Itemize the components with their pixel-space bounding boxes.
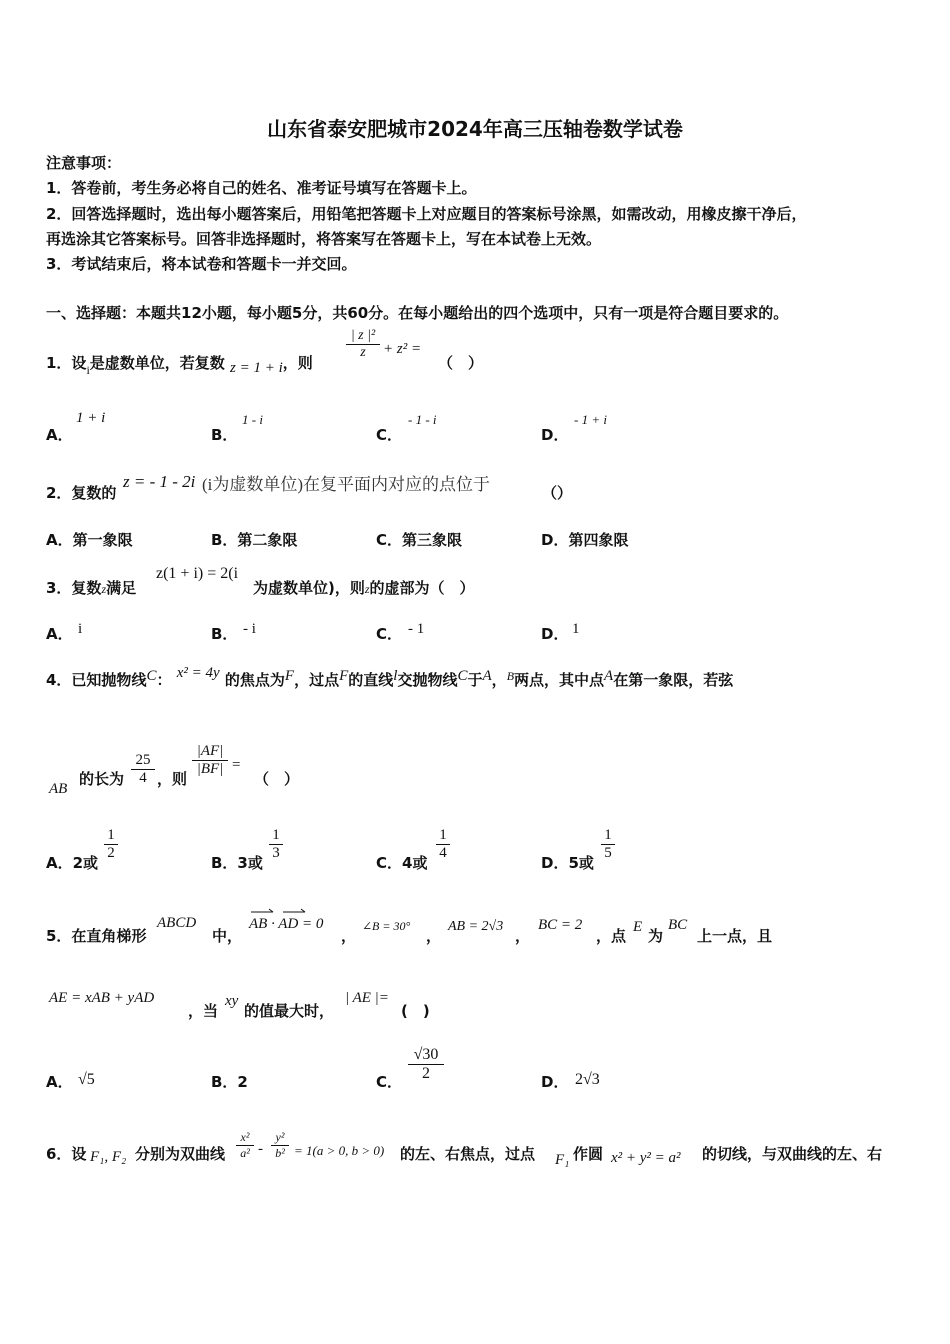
q5-text-3: ，点 [596, 927, 627, 945]
q4-option-b-den: 3 [272, 845, 280, 861]
q3-option-c-label: C． [376, 625, 403, 643]
q4-focus-f-2: F [339, 668, 349, 684]
q4-option-d-fraction [601, 827, 615, 862]
q5-comma-2: ， [426, 927, 442, 945]
q5-text-1: 5．在直角梯形 [46, 927, 147, 945]
q3-option-b-label: B． [211, 625, 238, 643]
q4-text-1: 4．已知抛物线 [46, 671, 147, 689]
q4-option-d-num: 1 [604, 827, 612, 843]
q5-bc-length: BC = 2 [538, 917, 583, 933]
q1-imag-unit: i [86, 363, 90, 377]
q4-option-b-num: 1 [272, 827, 280, 843]
q6-circle-eq: x² + y² = a² [611, 1150, 681, 1166]
q4-ratio-fraction [192, 743, 228, 778]
q6-text-5: 的切线，与双曲线的左、右 [702, 1145, 883, 1163]
q1-frac-num: | z |² [350, 328, 376, 343]
q3-text-2: 满足 [106, 579, 137, 597]
q5-text-5: 上一点，且 [697, 927, 773, 945]
q5-comma-3: ， [515, 927, 531, 945]
q4-option-c-fraction [436, 827, 450, 862]
q1-text-2: 是虚数单位，若复数 [89, 354, 225, 372]
q6-frac-x-num: x² [240, 1130, 250, 1144]
q4-length-num: 25 [135, 752, 151, 768]
q4-option-b: B．3或 [211, 854, 263, 872]
q6-frac-x [236, 1130, 254, 1161]
q4-text-4: 的直线 [348, 671, 394, 689]
q4-stem-line-1 [46, 665, 734, 690]
q5-segment-bc: BC [668, 917, 688, 933]
q1-text-3: ，则 [282, 354, 313, 372]
q5-option-c-label: C． [376, 1073, 403, 1091]
q6-text-1: 6．设 [46, 1145, 87, 1163]
q2-expr: z = - 1 - 2i [123, 472, 196, 491]
q4-text-8: 在第一象限，若弦 [613, 671, 734, 689]
q5-angle: ∠B = 30° [362, 919, 411, 933]
q4-text-3: ，过点 [294, 671, 340, 689]
q1-option-b-label: B． [211, 426, 238, 444]
q3-stem [46, 577, 136, 598]
q6-condition: = 1(a > 0, b > 0) [294, 1143, 385, 1158]
q6-frac-y [271, 1130, 289, 1161]
q4-ratio-num: |AF| [196, 743, 224, 759]
q5-option-d-value: 2√3 [575, 1071, 600, 1088]
q4-parabola-eq: x² = 4y [176, 665, 220, 681]
q3-option-b-value: - i [243, 621, 256, 637]
page-title: 山东省泰安肥城市2024年高三压轴卷数学试卷 [267, 117, 683, 141]
q1-frac-den: z [360, 345, 366, 360]
q5-option-c-num: √30 [413, 1046, 439, 1063]
q6-frac-y-den: b² [275, 1146, 285, 1160]
q4-option-c: C．4或 [376, 854, 428, 872]
q6-focus-f1: F₁ [555, 1152, 570, 1168]
q2-text-2: (i为虚数单位)在复平面内对应的点位于 [202, 475, 491, 494]
q2-option-d: D．第四象限 [541, 531, 629, 549]
q5-option-c-fraction [408, 1046, 444, 1083]
q5-option-c-den: 2 [422, 1065, 430, 1082]
q3-text-1: 3．复数 [46, 579, 102, 597]
q4-comma: ， [491, 671, 507, 689]
q3-text-4: 的虚部为（ ） [369, 579, 475, 597]
q5-ae-expr: AE = xAB + yAD [49, 990, 155, 1006]
q1-option-d-value: - 1 + i [574, 412, 607, 427]
notes-heading: 注意事项： [46, 154, 122, 172]
q5-trapezoid: ABCD [157, 915, 197, 931]
q1-expr-rest: + z² = [383, 341, 422, 357]
q4-line-l: l [393, 668, 398, 684]
q5-text-6: ，当 [188, 1002, 219, 1020]
q1-option-c-value: - 1 - i [408, 412, 437, 427]
q4-length-fraction [131, 752, 155, 787]
note-2-line-2: 再选涂其它答案标号。回答非选择题时，将答案写在答题卡上，写在本试卷上无效。 [46, 230, 602, 248]
q4-blank: （ ） [254, 770, 300, 788]
q5-ab-length: AB = 2√3 [448, 919, 504, 934]
q2-option-c: C．第三象限 [376, 531, 463, 549]
section-heading: 一、选择题：本题共12小题，每小题5分，共60分。在每小题给出的四个选项中，只有一项是符合题目要求的。 [46, 304, 789, 322]
q3-option-a-label: A． [46, 625, 73, 643]
q1-option-a-label: A． [46, 426, 73, 444]
q6-text-4: 作圆 [573, 1145, 604, 1163]
q1-option-d-label: D． [541, 426, 569, 444]
q5-option-a-value: √5 [78, 1071, 95, 1088]
note-2-line-1: 2．回答选择题时，选出每小题答案后，用铅笔把答题卡上对应题目的答案标号涂黑，如需改动，用橡皮擦干净后， [46, 205, 807, 223]
q4-option-b-fraction [269, 827, 283, 862]
q2-blank: （） [542, 484, 573, 502]
q6-frac-y-num: y² [275, 1130, 285, 1144]
q6-minus: - [258, 1141, 263, 1157]
q4-option-c-den: 4 [439, 845, 447, 861]
q4-text-6: 于 [467, 671, 483, 689]
q3-option-d-label: D． [541, 625, 569, 643]
q4-option-d: D．5或 [541, 854, 594, 872]
q3-option-c-value: - 1 [408, 621, 425, 637]
q4-point-a: A [482, 668, 492, 684]
q5-option-d-label: D． [541, 1073, 569, 1091]
q6-foci: F₁, F₂ [90, 1149, 127, 1165]
q5-text-4: 为 [648, 927, 664, 945]
q2-option-a: A．第一象限 [46, 531, 133, 549]
q3-text-3: 为虚数单位)，则 [253, 579, 365, 597]
q4-ratio-den: |BF| [196, 761, 224, 777]
q4-text-9: 的长为 [79, 770, 125, 788]
q4-point-a-2: A [604, 668, 614, 684]
q4-point-b: B [506, 669, 515, 683]
q6-text-2: 分别为双曲线 [135, 1145, 226, 1163]
q5-xy: xy [225, 993, 239, 1009]
q4-option-a: A．2或 [46, 854, 99, 872]
q4-option-a-den: 2 [107, 845, 115, 861]
q4-option-a-num: 1 [107, 827, 115, 843]
q1-option-b-value: 1 - i [242, 412, 263, 427]
q1-z-def: z = 1 + i [230, 360, 283, 376]
q3-var-z: z [101, 582, 107, 596]
q1-blank: （ ） [438, 354, 484, 372]
q5-text-2: 中， [212, 927, 243, 945]
q1-stem [46, 352, 313, 377]
q5-text-7: 的值最大时， [244, 1002, 335, 1020]
q4-option-a-fraction [104, 827, 118, 862]
note-3: 3．考试结束后，将本试卷和答题卡一并交回。 [46, 255, 357, 273]
q4-option-d-den: 5 [604, 845, 612, 861]
q1-option-a-value: 1 + i [76, 410, 106, 426]
q3-stem-2 [253, 577, 475, 598]
q2-text-1: 2．复数的 [46, 484, 117, 502]
q4-focus-f: F [284, 668, 295, 684]
q5-point-e: E [633, 919, 643, 935]
q5-option-a-label: A． [46, 1073, 73, 1091]
q3-option-a-value: i [78, 621, 83, 637]
q4-text-2: 的焦点为 [224, 671, 285, 689]
q6-text-3: 的左、右焦点，过点 [400, 1145, 536, 1163]
q1-option-c-label: C． [376, 426, 403, 444]
q5-vector-arrows [249, 906, 309, 916]
q5-abs-ae: | AE |= [345, 990, 389, 1006]
q5-comma-1: ， [341, 927, 357, 945]
q5-blank: ( ) [401, 1002, 430, 1020]
q1-text-1: 1．设 [46, 354, 87, 372]
q3-option-d-value: 1 [572, 621, 580, 637]
q5-option-b: B．2 [211, 1073, 248, 1091]
q4-length-den: 4 [139, 770, 147, 786]
q5-dot-product: AB · AD = 0 [249, 916, 324, 932]
q4-text-5: 交抛物线 [397, 671, 458, 689]
q4-chord-ab: AB [49, 781, 68, 797]
q3-expr: z(1 + i) = 2(i [156, 565, 239, 582]
q4-equals: = [232, 757, 241, 773]
q3-var-z-2: z [364, 582, 370, 596]
q4-curve-c: C [146, 668, 157, 684]
q4-curve-c-2: C [457, 668, 468, 684]
q6-frac-x-den: a² [240, 1146, 250, 1160]
q4-text-7: 两点，其中点 [514, 671, 605, 689]
q4-option-c-num: 1 [439, 827, 447, 843]
q4-colon: ： [156, 671, 172, 689]
note-1: 1．答卷前，考生务必将自己的姓名、准考证号填写在答题卡上。 [46, 179, 477, 197]
q2-option-b: B．第二象限 [211, 531, 298, 549]
q4-text-10: ，则 [157, 770, 188, 788]
q1-fraction [346, 328, 380, 361]
